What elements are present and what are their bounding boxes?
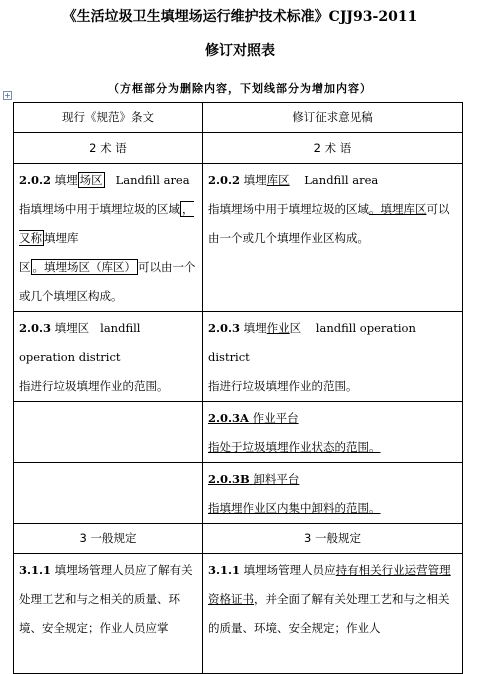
comparison-table <box>13 102 463 674</box>
table-row <box>14 164 463 312</box>
added-text: 库区 <box>266 173 290 187</box>
clause-2-0-2-current: 2.0.2 填埋 场区 Landfill area 指填埋场中用于填埋垃圾的区域 ，又称 填埋库区 。填埋场区（库区） 可以由一个或几个填埋区构成。 <box>14 164 203 312</box>
section-row-general <box>14 524 463 554</box>
table-row <box>14 554 463 674</box>
added-text: 持有相关行业运营管理资格证书 <box>208 563 451 606</box>
header-revised: 修订征求意见稿 <box>203 103 463 133</box>
added-text: 作业 <box>266 321 290 335</box>
table-move-handle-icon[interactable]: + <box>4 91 11 100</box>
table-row <box>14 402 463 463</box>
deleted-text: ，又称 <box>19 202 194 245</box>
section-terms-right: 2 术 语 <box>203 133 463 164</box>
added-text: 。填埋库区 <box>369 202 427 216</box>
clause-2-0-3a-revised: 2.0.3A 作业平台 指处于垃圾填埋作业状态的范围。 <box>203 402 463 463</box>
table-row <box>14 312 463 402</box>
section-general-right: 3 一般规定 <box>203 524 463 554</box>
legend-note: （方框部分为删除内容，下划线部分为增加内容） <box>108 82 372 95</box>
clause-2-0-3-revised: 2.0.3 填埋作业区 landfill operation district 指进行垃圾填埋作业的范围。 <box>203 312 463 402</box>
section-row-terms <box>14 133 463 164</box>
table-row <box>14 463 463 524</box>
document-subtitle: 修订对照表 <box>205 43 275 59</box>
empty-cell <box>14 402 203 463</box>
document-title: 《生活垃圾卫生填埋场运行维护技术标准》CJJ93-2011 <box>62 9 418 25</box>
section-general-left: 3 一般规定 <box>14 524 203 554</box>
deleted-text: 。填埋场区（库区） <box>32 260 136 274</box>
header-current: 现行《规范》条文 <box>14 103 203 133</box>
empty-cell <box>14 463 203 524</box>
clause-3-1-1-current: 3.1.1 填埋场管理人员应了解有关处理工艺和与之相关的质量、环境、安全规定；作业人员应掌 <box>14 554 203 674</box>
clause-3-1-1-revised: 3.1.1 填埋场管理人员应持有相关行业运营管理资格证书，并全面了解有关处理工艺和与之相关的质量、环境、安全规定；作业人 <box>203 554 463 674</box>
clause-2-0-3b-revised: 2.0.3B 卸料平台 指填埋作业区内集中卸料的范围。 <box>203 463 463 524</box>
section-terms-left: 2 术 语 <box>14 133 203 164</box>
table-header-row <box>14 103 463 133</box>
deleted-text: 场区 <box>79 173 103 187</box>
clause-2-0-3-current: 2.0.3 填埋区 landfill operation district 指进行垃圾填埋作业的范围。 <box>14 312 203 402</box>
clause-2-0-2-revised: 2.0.2 填埋库区 Landfill area 指填埋场中用于填埋垃圾的区域。填埋库区可以由一个或几个填埋作业区构成。 <box>203 164 463 312</box>
